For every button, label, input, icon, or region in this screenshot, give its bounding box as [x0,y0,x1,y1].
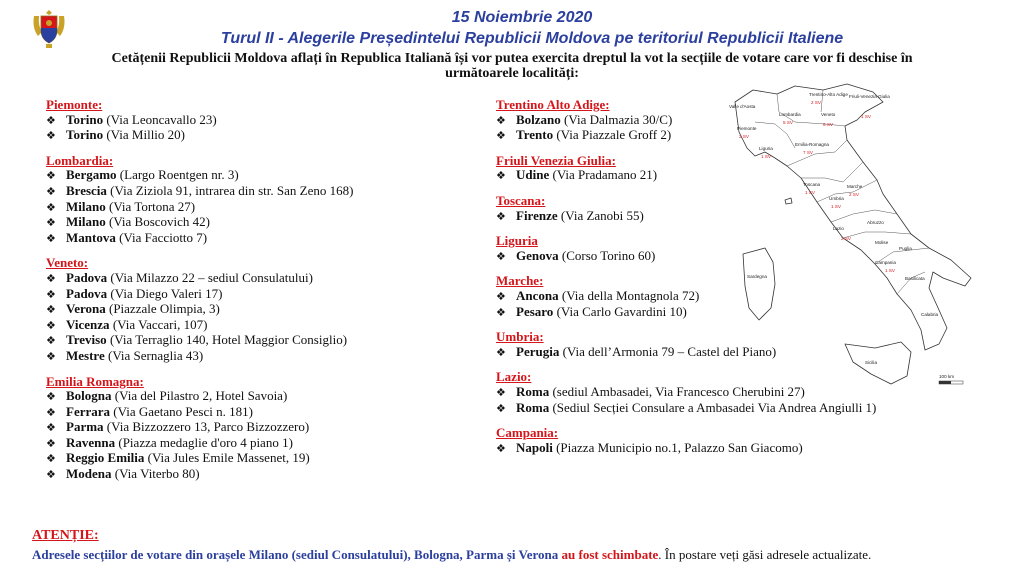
location-item [46,467,466,483]
map-label-sardegna: Sardegna [747,274,767,279]
map-label-basilicata: Basilicata [905,276,925,281]
region-campania [496,426,826,456]
diamond-bullet-icon: ❖ [46,287,56,301]
location-item [46,318,466,334]
italy-mainland-shape [735,84,971,350]
map-label-piemonte: Piemonte [737,126,757,131]
map-label-sicilia: Sicilia [865,360,877,365]
location-city: Genova [516,247,559,263]
location-address: (Via Sernaglia 43) [104,347,204,363]
diamond-bullet-icon: ❖ [496,209,506,223]
location-address: (Via Milazzo 22 – sediul Consulatului) [107,269,313,285]
sardinia-shape [743,248,775,320]
diamond-bullet-icon: ❖ [46,113,56,127]
diamond-bullet-icon: ❖ [46,169,56,183]
location-city: Roma [516,383,550,399]
diamond-bullet-icon: ❖ [496,441,506,455]
location-item [46,113,466,129]
location-city: Brescia [66,182,107,198]
location-item [496,399,877,417]
location-city: Padova [66,285,108,301]
map-label-marche: Marche [847,184,863,189]
diamond-bullet-icon: ❖ [46,271,56,285]
date-heading: 15 Noiembrie 2020 [451,9,593,26]
page-title: Turul II - Alegerile Președintelui Republicii Moldova pe teritoriul Republicii Italiene [220,30,844,47]
map-count-piemonte: 2 SV [739,134,749,139]
map-label-calabria: Calabria [921,312,939,317]
diamond-bullet-icon: ❖ [46,231,56,245]
location-address: (Via Millio 20) [103,127,185,143]
map-count-liguria: 1 SV [761,154,771,159]
location-item [46,128,466,144]
location-item [46,302,466,318]
location-address: (Via Pradamano 21) [549,167,658,183]
region-name: Friuli Venezia Giulia: [496,152,616,168]
attention-heading: ATENȚIE: [32,528,99,543]
location-address: (Via Vaccari, 107) [109,316,208,332]
location-city: Parma [66,419,104,435]
diamond-bullet-icon: ❖ [46,303,56,317]
attention-note [32,547,871,563]
map-count-trentino: 2 SV [811,100,821,105]
diamond-bullet-icon: ❖ [496,129,506,143]
location-address: (Via Zanobi 55) [557,207,644,223]
region-name: Lombardia: [46,152,114,168]
region-name: Campania: [496,425,559,441]
location-city: Mestre [66,347,105,363]
map-label-trentino: Trentino-Alto Adige [809,92,848,97]
map-label-veneto: Veneto [821,112,836,117]
location-item [496,441,826,457]
elba-shape [785,198,792,204]
region-name: Marche: [496,273,544,289]
map-count-lazio: 2 SV [841,236,851,241]
map-label-campania: Campania [875,260,896,265]
location-city: Ancona [516,287,559,303]
diamond-bullet-icon: ❖ [496,345,506,359]
map-label-lazio: Lazio [833,226,844,231]
location-city: Trento [516,127,554,143]
map-count-friuli: 1 SV [861,114,871,119]
location-item [46,349,466,365]
map-label-liguria: Liguria [759,146,773,151]
location-city: Milano [66,198,106,214]
map-count-campania: 1 SV [885,268,895,273]
sicily-shape [845,342,911,384]
map-label-valle-daosta: Valle d'Aosta [729,104,756,109]
location-address: (Sediul Secției Consulare a Ambasadei Via Andrea Angiulli 1) [549,399,877,415]
location-address: (Via Piazzale Groff 2) [553,127,672,143]
region-name: Trentino Alto Adige: [496,97,610,112]
location-address: (Via Dalmazia 30/C) [560,111,673,127]
map-label-toscana: Toscana [803,182,821,187]
diamond-bullet-icon: ❖ [46,129,56,143]
map-label-emilia-romagna: Emilia-Romagna [795,142,829,147]
left-region-column [46,98,466,493]
location-address: (Via del Pilastro 2, Hotel Savoia) [111,388,288,404]
location-address: (Via Carlo Gavardini 10) [553,303,687,319]
attention-changed-text: au fost schimbate [561,547,659,562]
location-address: (Via dell’Armonia 79 – Castel del Piano) [559,343,777,359]
region-name: Piemonte: [46,97,103,112]
location-item [46,436,466,452]
diamond-bullet-icon: ❖ [46,468,56,482]
location-city: Padova [66,269,108,285]
diamond-bullet-icon: ❖ [46,405,56,419]
region-lombardia [46,154,466,247]
map-label-umbria: Umbria [829,196,844,201]
location-address: (Via Facciotto 7) [115,229,208,245]
svg-text:100 km: 100 km [939,374,955,379]
diamond-bullet-icon: ❖ [496,385,506,399]
location-city: Udine [516,167,550,183]
location-city: Torino [66,111,104,127]
location-address: (sediul Ambasadei, Via Francesco Cherubini 27) [549,383,805,399]
location-city: Pesaro [516,303,554,319]
attention-text-part1: Adresele secțiilor de votare din orașele Milano (sediul Consulatului), Bologna, Parma și Verona [32,547,562,562]
location-city: Ravenna [66,434,116,450]
location-address: (Via della Montagnola 72) [558,287,700,303]
map-count-emilia-romagna: 7 SV [803,150,813,155]
region-name: Toscana: [496,192,546,208]
map-count-marche: 2 SV [849,192,859,197]
map-label-molise: Molise [875,240,889,245]
diamond-bullet-icon: ❖ [496,169,506,183]
location-city: Vicenza [66,316,110,332]
location-address: (Via Diego Valeri 17) [107,285,223,301]
location-address: (Via Ziziola 91, intrarea din str. San Zeno 168) [106,182,354,198]
region-name: Lazio: [496,369,532,385]
location-address: (Corso Torino 60) [558,247,656,263]
location-city: Reggio Emilia [66,450,145,466]
location-address: (Piazza Municipio no.1, Palazzo San Giacomo) [552,439,803,455]
region-emilia-romagna [46,375,466,483]
map-count-veneto: 6 SV [823,122,833,127]
location-item [46,200,466,216]
location-address: (Via Boscovich 42) [105,214,211,230]
diamond-bullet-icon: ❖ [496,249,506,263]
location-item [46,420,466,436]
location-city: Bergamo [66,167,117,183]
location-city: Bologna [66,388,112,404]
diamond-bullet-icon: ❖ [46,334,56,348]
diamond-bullet-icon: ❖ [46,436,56,450]
location-address: (Via Gaetano Pesci n. 181) [110,403,253,419]
map-scale-bar [939,374,963,384]
diamond-bullet-icon: ❖ [46,421,56,435]
location-item [46,231,466,247]
location-address: (Via Viterbo 80) [111,466,200,482]
italy-map [725,82,977,394]
location-address: (Via Leoncavallo 23) [103,111,217,127]
location-address: (Largo Roentgen nr. 3) [116,167,239,183]
region-veneto [46,256,466,364]
diamond-bullet-icon: ❖ [46,452,56,466]
location-city: Milano [66,214,106,230]
region-name: Emilia Romagna: [46,373,144,389]
map-count-umbria: 1 SV [831,204,841,209]
location-item [46,287,466,303]
region-piemonte [46,98,466,144]
location-city: Ferrara [66,403,111,419]
location-item [46,333,466,349]
location-city: Mantova [66,229,116,245]
location-address: (Via Terraglio 140, Hotel Maggior Consiglio) [106,332,348,348]
diamond-bullet-icon: ❖ [496,401,506,415]
location-city: Modena [66,466,112,482]
location-city: Verona [66,301,106,317]
location-item [46,271,466,287]
map-label-lombardia: Lombardia [779,112,801,117]
location-item [46,215,466,231]
diamond-bullet-icon: ❖ [46,184,56,198]
map-count-lombardia: 5 SV [783,120,793,125]
diamond-bullet-icon: ❖ [46,390,56,404]
region-name: Liguria [496,233,538,249]
diamond-bullet-icon: ❖ [46,349,56,363]
location-item [46,451,466,467]
map-label-abruzzo: Abruzzo [867,220,884,225]
diamond-bullet-icon: ❖ [496,289,506,303]
location-city: Torino [66,127,104,143]
location-item [46,389,466,405]
map-label-puglia: Puglia [899,246,912,251]
region-name: Umbria: [496,329,544,345]
location-item [46,184,466,200]
location-address: (Piazzale Olimpia, 3) [105,301,220,317]
location-city: Roma [516,399,550,415]
diamond-bullet-icon: ❖ [46,216,56,230]
location-city: Firenze [516,207,558,223]
location-address: (Via Bizzozzero 13, Parco Bizzozzero) [103,419,310,435]
intro-text: Cetățenii Republicii Moldova aflați în Republica Italiană își vor putea exercita dreptul la vot la secțiile de votare care vor fi deschise în următoarele localități: [111,51,913,81]
location-city: Treviso [66,332,107,348]
location-address: (Via Tortona 27) [105,198,196,214]
region-name: Veneto: [46,255,89,271]
diamond-bullet-icon: ❖ [46,200,56,214]
map-count-toscana: 1 SV [805,190,815,195]
map-label-friuli: Friuli-Venezia Giulia [849,94,890,99]
location-city: Napoli [516,439,553,455]
location-city: Perugia [516,343,560,359]
location-item [46,168,466,184]
diamond-bullet-icon: ❖ [496,113,506,127]
location-city: Bolzano [516,111,561,127]
diamond-bullet-icon: ❖ [496,305,506,319]
diamond-bullet-icon: ❖ [46,318,56,332]
attention-text-part2: . În postare veți găsi adresele actualizate. [658,547,872,562]
location-item [46,405,466,421]
location-address: (Via Jules Emile Massenet, 19) [144,450,310,466]
location-address: (Piazza medaglie d'oro 4 piano 1) [115,434,293,450]
